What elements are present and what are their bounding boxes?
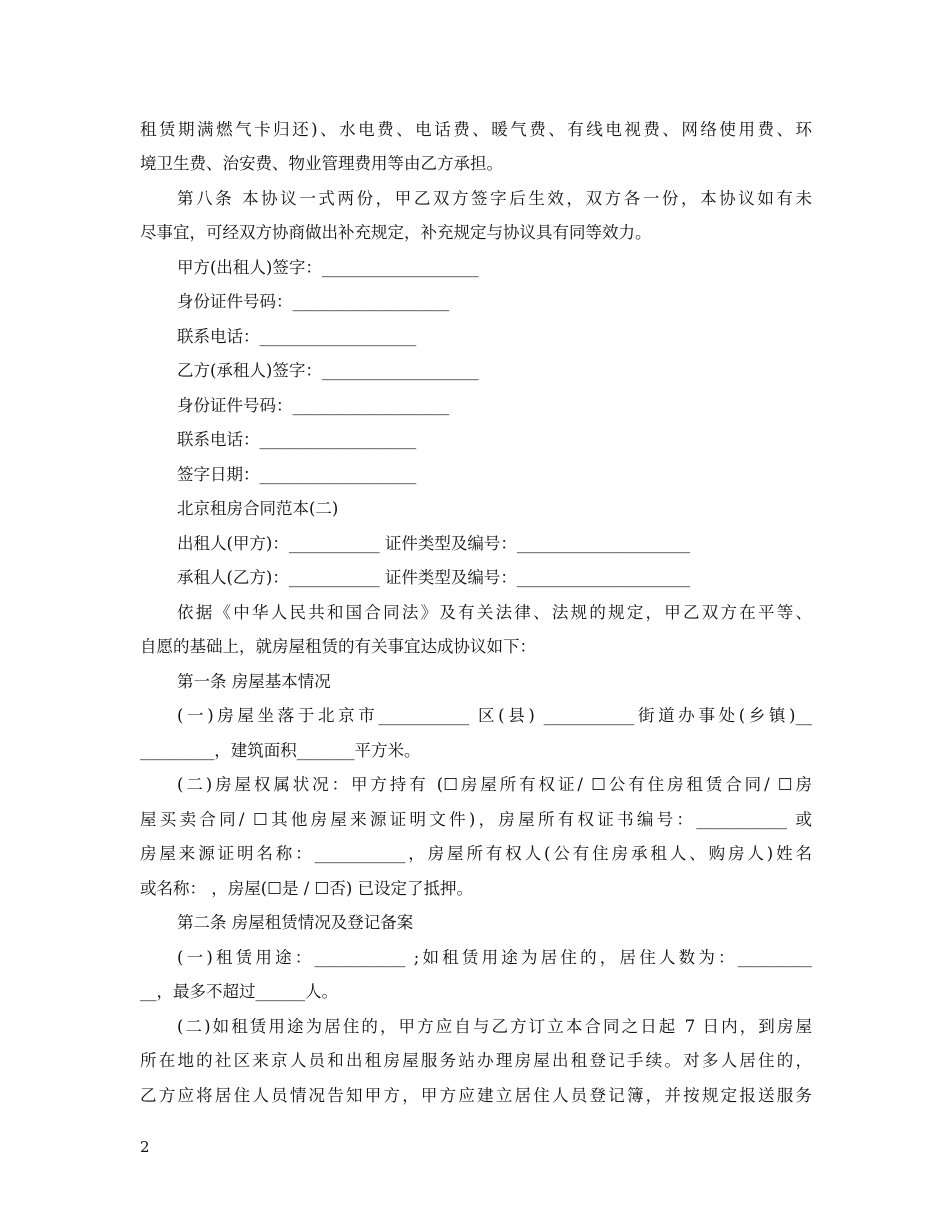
text-line: _________，建筑面积_______平方米。 xyxy=(140,741,421,760)
text-line: 所在地的社区来京人员和出租房屋服务站办理房屋出租登记手续。对多人居住的， xyxy=(140,1051,812,1070)
page-number: 2 xyxy=(140,1138,150,1156)
text-line: 尽事宜，可经双方协商做出补充规定，补充规定与协议具有同等效力。 xyxy=(140,223,652,242)
text-line: (一)租赁用途：___________ ;如租赁用途为居住的，居住人数为：_________ xyxy=(177,948,812,967)
id-number-field: 身份证件号码：___________________ xyxy=(177,396,450,415)
text-line: (二)房屋权属状况：甲方持有 (☐房屋所有权证/ ☐公有住房租赁合同/ ☐房 xyxy=(177,775,812,794)
signature-field: 乙方(承租人)签字：___________________ xyxy=(177,361,479,380)
text-line: 乙方应将居住人员情况告知甲方，甲方应建立居住人员登记簿，并按规定报送服务 xyxy=(140,1086,812,1105)
phone-field: 联系电话：___________________ xyxy=(177,327,417,346)
text-line: 境卫生费、治安费、物业管理费用等由乙方承担。 xyxy=(140,154,503,173)
signature-field: 甲方(出租人)签字：___________________ xyxy=(177,258,479,277)
text-line: 或名称： ，房屋(☐是 / ☐否) 已设定了抵押。 xyxy=(140,879,473,898)
text-line: 第八条 本协议一式两份，甲乙双方签字后生效，双方各一份，本协议如有未 xyxy=(177,189,812,208)
section-heading: 北京租房合同范本(二) xyxy=(177,499,339,518)
article-heading: 第二条 房屋租赁情况及登记备案 xyxy=(177,913,414,932)
text-line: (一)房屋坐落于北京市___________ 区(县) ___________街道办事处(乡镇)__ xyxy=(177,706,812,725)
text-line: 租赁期满燃气卡归还)、水电费、电话费、暖气费、有线电视费、网络使用费、环 xyxy=(140,120,812,139)
text-line: 屋买卖合同/ ☐其他房屋来源证明文件)，房屋所有权证书编号：___________ 或 xyxy=(140,810,812,829)
id-number-field: 身份证件号码：___________________ xyxy=(177,292,450,311)
text-line: 依据《中华人民共和国合同法》及有关法律、法规的规定，甲乙双方在平等、 xyxy=(177,603,812,622)
lessor-field: 出租人(甲方)：___________ 证件类型及编号：_____________________ xyxy=(177,534,691,553)
article-heading: 第一条 房屋基本情况 xyxy=(177,672,331,691)
sign-date-field: 签字日期：___________________ xyxy=(177,465,417,484)
text-line: 自愿的基础上，就房屋租赁的有关事宜达成协议如下： xyxy=(140,637,536,656)
text-line: __，最多不超过______人。 xyxy=(140,982,338,1001)
lessee-field: 承租人(乙方)：___________ 证件类型及编号：_____________________ xyxy=(177,568,691,587)
text-line: 房屋来源证明名称：___________，房屋所有权人(公有住房承租人、购房人)姓名 xyxy=(140,844,812,863)
phone-field: 联系电话：___________________ xyxy=(177,430,417,449)
text-line: (二)如租赁用途为居住的，甲方应自与乙方订立本合同之日起 7 日内，到房屋 xyxy=(177,1017,812,1036)
